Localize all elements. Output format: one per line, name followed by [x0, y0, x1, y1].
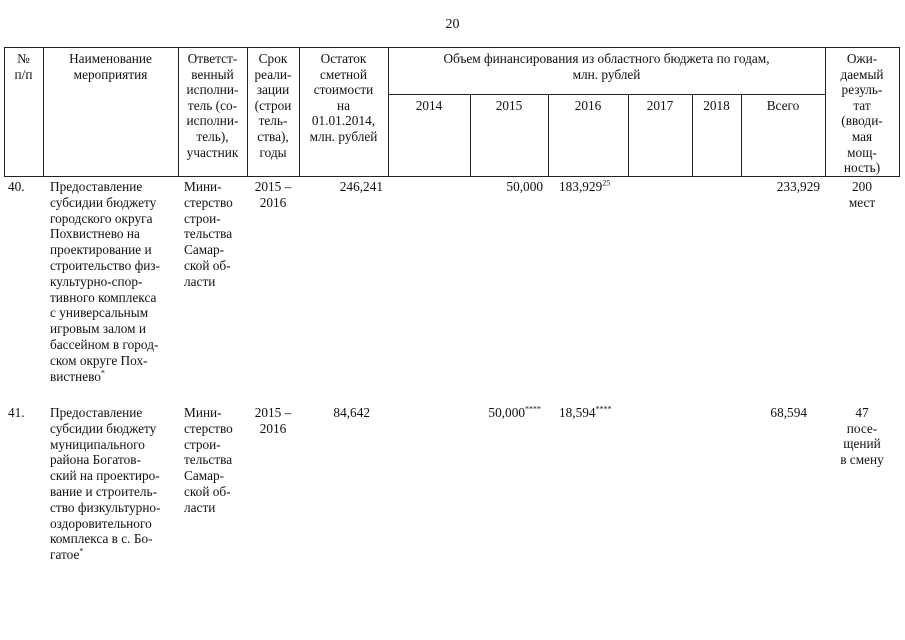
header-year-2014: 2014: [415, 98, 443, 113]
row-term: 2015 – 2016: [254, 405, 292, 436]
header-year-2015: 2015: [495, 98, 523, 113]
header-expected-result: Ожи- даемый резуль- тат (вводи- мая мощ- ность): [840, 51, 884, 176]
row-year-2016: [559, 405, 628, 421]
years-header-divider: [388, 94, 825, 95]
header-year-2017: 2017: [646, 98, 674, 113]
header-financing: Объем финансирования из областного бюджета по годам, млн. рублей: [443, 51, 770, 82]
page-number: 20: [445, 17, 460, 32]
header-term: Срок реали- зации (строи тель- ства), годы: [254, 51, 292, 160]
row-total: 233,929: [776, 179, 820, 194]
row-responsible: Мини- стерство строи- тельства Самар- ской об- ласти: [184, 405, 233, 515]
row-event-name: [50, 405, 178, 563]
table-right-border: [899, 47, 900, 177]
row-year-2016: [559, 179, 628, 195]
row-event-name-text: Предоставление субсидии бюджету муниципального района Богатов- ский на проектиро- вание и строитель- ство физкультурно- оздоровительного комплекса в с. Бо- гатое: [50, 405, 161, 563]
row-year-2015-value: 50,000: [488, 405, 525, 420]
row-year-2015: [470, 179, 543, 195]
header-year-2016: 2016: [574, 98, 602, 113]
row-event-name-text: Предоставление субсидии бюджету городского округа Похвистнево на проектирование и строительство физ- культурно-спор- тивного комплекса с универсальным игровым залом и бассейном в город- ском округе Пох- вистнево: [50, 179, 160, 384]
row-remaining-cost: 84,642: [333, 405, 370, 420]
header-year-2018: 2018: [703, 98, 730, 113]
row-total: 68,594: [770, 405, 807, 420]
header-number: № п/п: [14, 51, 33, 82]
table-top-border: [4, 47, 899, 48]
row-responsible: Мини- стерство строи- тельства Самар- ской об- ласти: [184, 179, 233, 289]
footnote-mark: 25: [602, 178, 611, 188]
row-number: 41.: [8, 405, 25, 420]
row-term: 2015 – 2016: [254, 179, 292, 210]
header-responsible: Ответст- венный исполни- тель (со- исполни- тель), участник: [186, 51, 239, 160]
row-year-2016-value: 18,594: [559, 405, 596, 420]
header-remaining-cost: Остаток сметной стоимости на 01.01.2014, млн. рублей: [309, 51, 378, 144]
row-year-2016-value: 183,929: [559, 179, 603, 194]
row-remaining-cost: 246,241: [339, 179, 383, 194]
header-total: Всего: [766, 98, 800, 113]
footnote-mark: ****: [595, 404, 612, 414]
row-year-2015: [470, 405, 541, 421]
row-year-2015-value: 50,000: [506, 179, 543, 194]
row-expected-result: 200 мест: [848, 179, 876, 210]
row-expected-result: 47 посе- щений в смену: [840, 405, 884, 467]
row-number: 40.: [8, 179, 25, 194]
footnote-mark: *: [100, 368, 105, 378]
footnote-mark: *: [79, 546, 84, 556]
row-event-name: [50, 179, 178, 384]
footnote-mark: ****: [525, 404, 541, 414]
header-event-name: Наименование мероприятия: [69, 51, 152, 82]
header-bottom-border: [4, 176, 899, 177]
